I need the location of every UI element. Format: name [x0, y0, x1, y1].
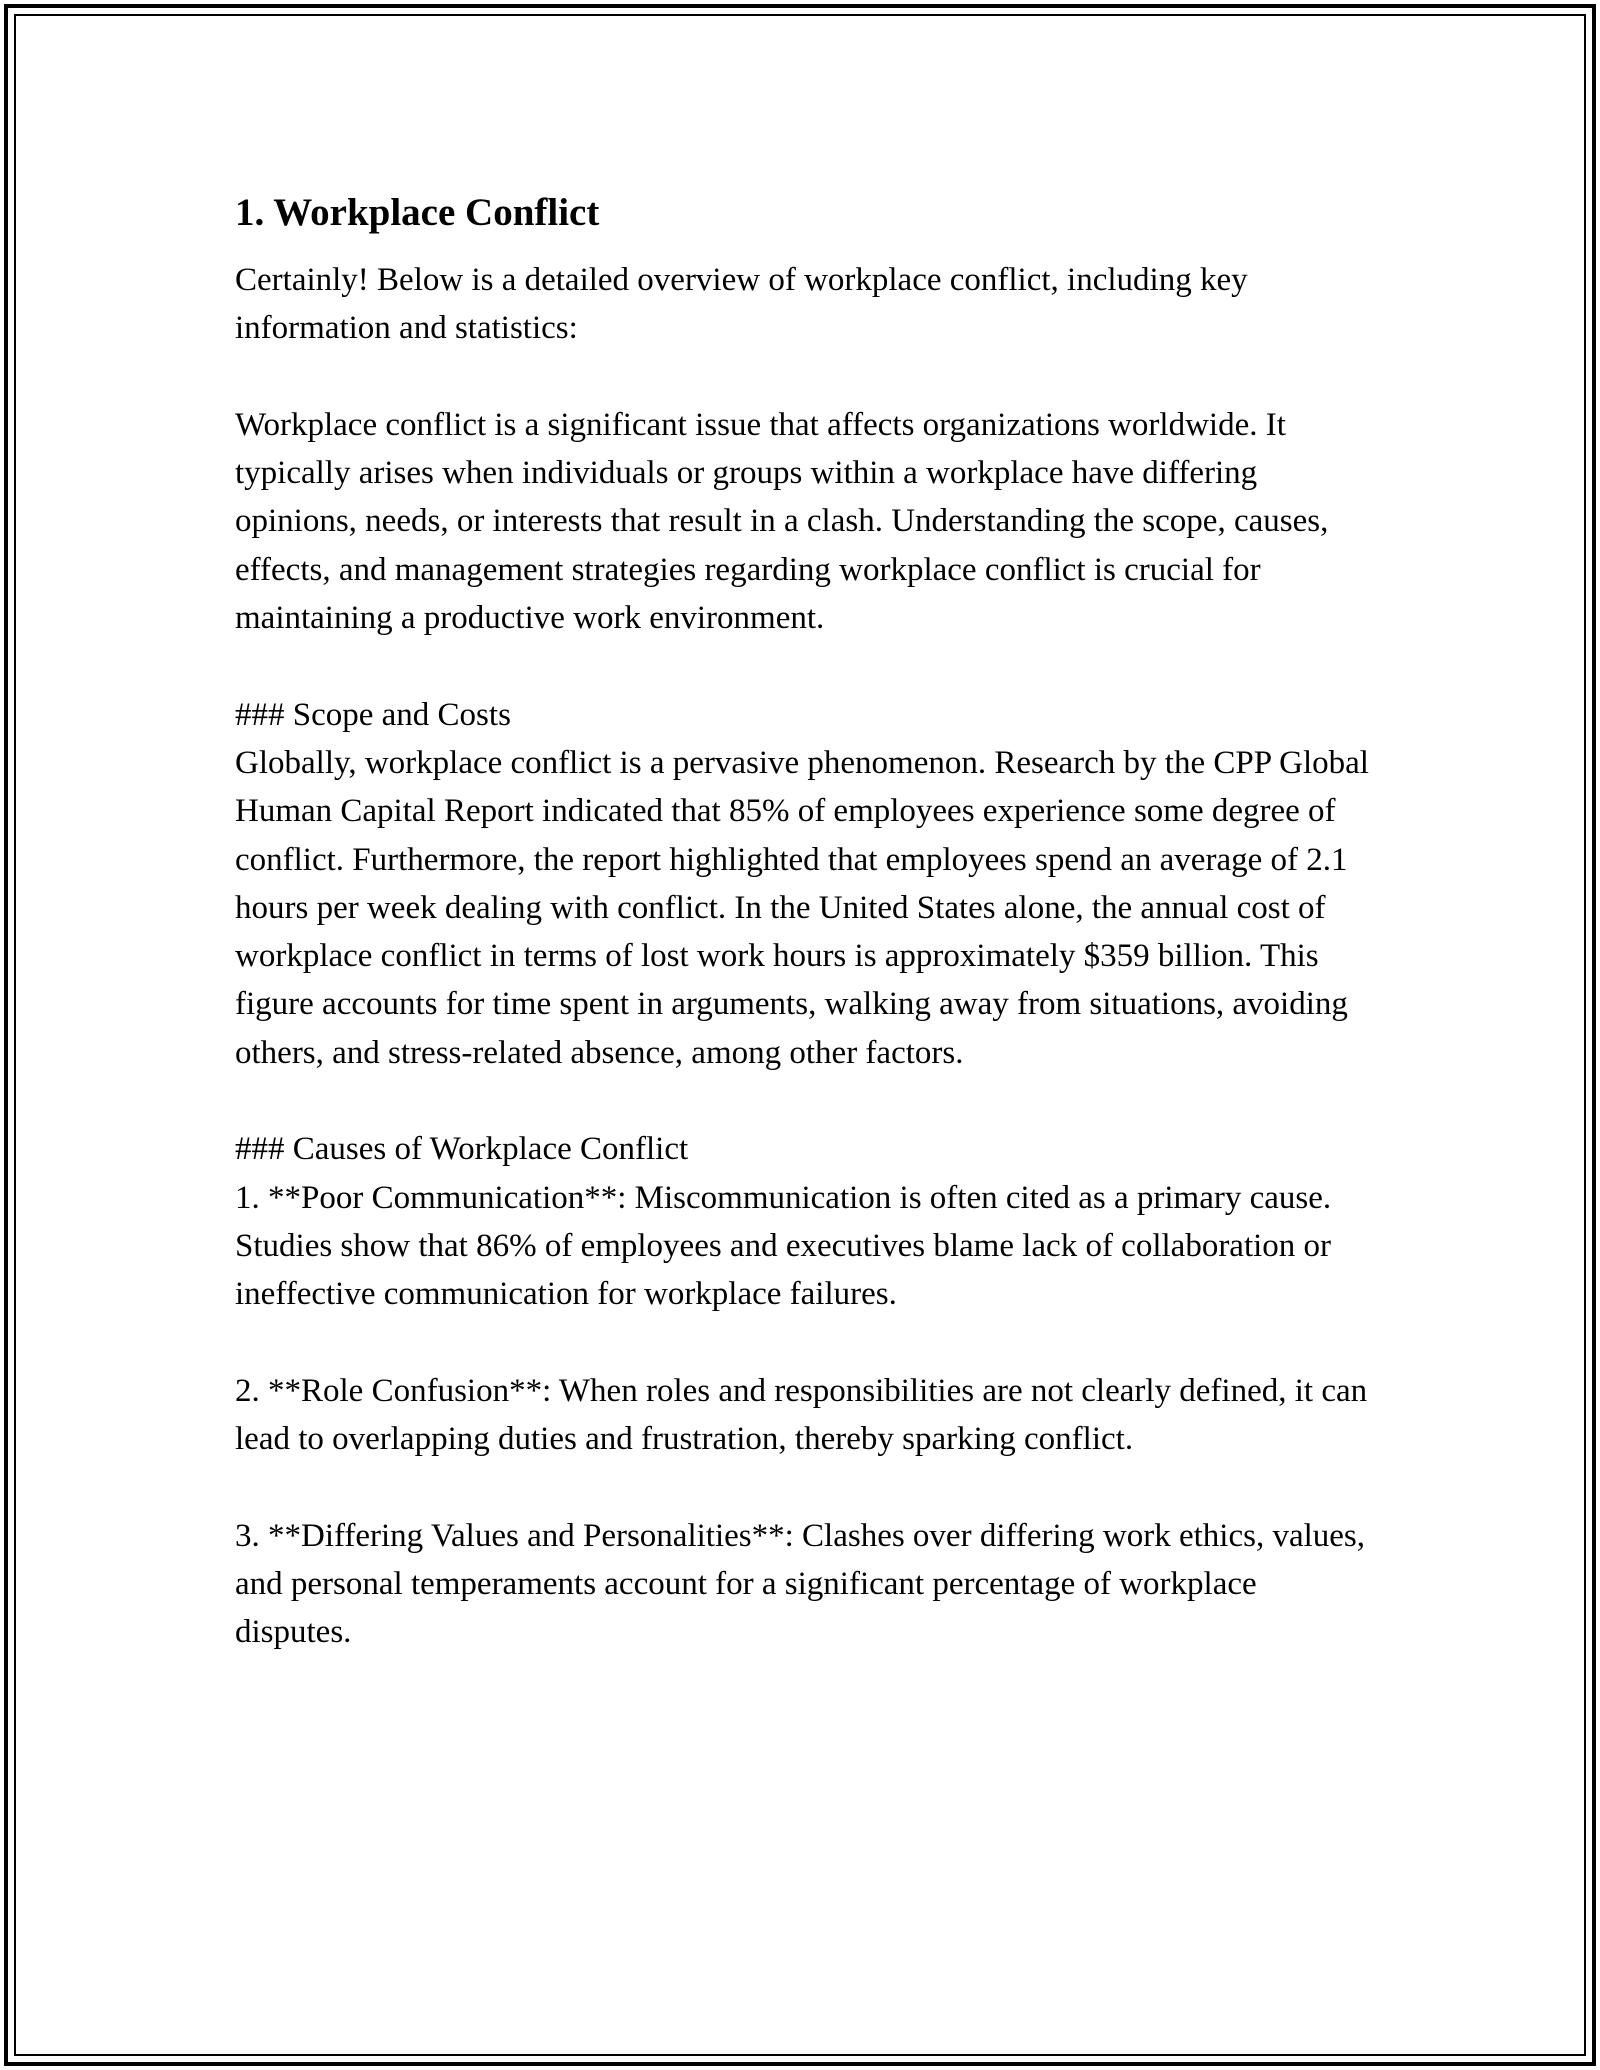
intro-paragraph: Certainly! Below is a detailed overview of workplace conflict, including key information and statistics:: [235, 262, 1248, 347]
document-body: [235, 186, 1375, 1705]
scope-heading: ### Scope and Costs: [235, 696, 511, 733]
scope-section: [235, 691, 1375, 1077]
document-title: 1. Workplace Conflict: [235, 191, 600, 234]
cause-item-role-confusion: 2. **Role Confusion**: When roles and responsibilities are not clearly defined, it can lead to overlapping duties and frustration, thereby sparking conflict.: [235, 1372, 1368, 1458]
cause-item-differing-values: 3. **Differing Values and Personalities**: Clashes over differing work ethics, values, and personal temperaments account for a significant percentage of workplace disputes.: [235, 1517, 1366, 1651]
causes-heading: ### Causes of Workplace Conflict: [235, 1131, 689, 1168]
cause-item-poor-communication: 1. **Poor Communication**: Miscommunication is often cited as a primary cause. Studies show that 86% of employees and executives blame lack of collaboration or ineffective communication for workplace failures.: [235, 1179, 1332, 1313]
scope-paragraph: Globally, workplace conflict is a pervasive phenomenon. Research by the CPP Global Human Capital Report indicated that 85% of employees experience some degree of conflict. Furthermore, the report highlighted that employees spend an average of 2.1 hours per week dealing with conflict. In the United States alone, the annual cost of workplace conflict in terms of lost work hours is approximately $359 billion. This figure accounts for time spent in arguments, walking away from situations, avoiding others, and stress-related absence, among other factors.: [235, 744, 1369, 1071]
causes-section: [235, 1125, 1375, 1318]
overview-paragraph: Workplace conflict is a significant issue that affects organizations worldwide. It typically arises when individuals or groups within a workplace have differing opinions, needs, or interests that result in a clash. Understanding the scope, causes, effects, and management strategies regarding workplace conflict is crucial for maintaining a productive work environment.: [235, 406, 1329, 637]
